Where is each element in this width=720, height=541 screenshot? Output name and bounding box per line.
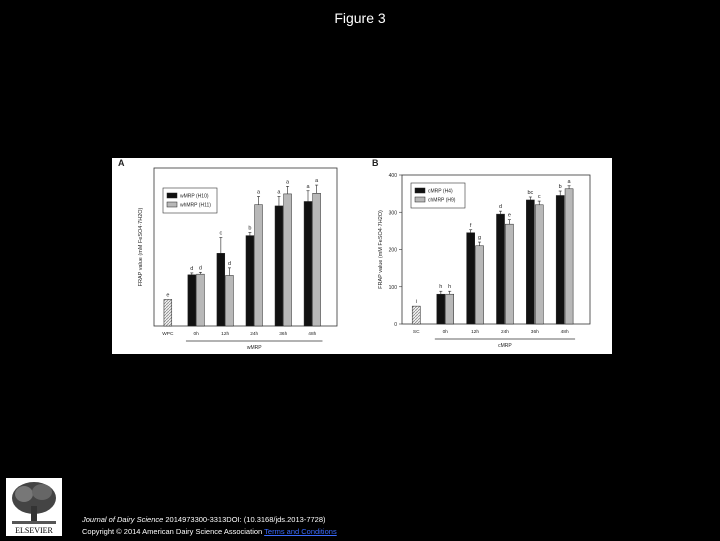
- panel-a-bar-letter: c: [219, 230, 223, 237]
- panel-b-bar: [446, 294, 454, 324]
- panel-b-bar-letter: g: [478, 235, 482, 242]
- panel-a-bar: [304, 201, 312, 326]
- panel-b-bar: [556, 195, 564, 324]
- panel-a-bar-letter: a: [277, 189, 281, 196]
- panel-b-bar-letter: b: [558, 184, 562, 191]
- panel-a-xtick-label: 36h: [279, 332, 288, 337]
- panel-b-bar: [437, 294, 445, 324]
- panel-b-legend-label: chMRP (H9): [428, 197, 456, 204]
- panel-b-bar: [496, 214, 504, 324]
- panel-a-control-bar-letter: e: [166, 292, 170, 299]
- panel-a-ylabel: FRAP value (mM FeSO4·7H2O): [138, 207, 144, 287]
- panel-a-group-label: wMRP: [246, 345, 262, 351]
- panel-b-legend-swatch: [415, 197, 425, 202]
- panel-a-bar: [226, 275, 234, 326]
- figure-panel: [112, 158, 612, 354]
- elsevier-tree-icon: [6, 478, 62, 536]
- panel-b-legend-label: cMRP (H4): [428, 188, 453, 195]
- panel-a-legend-swatch: [167, 202, 177, 207]
- panel-b-xtick-label: 24h: [500, 330, 509, 335]
- journal-name: Journal of Dairy Science: [82, 515, 164, 524]
- panel-a-legend-label: whMRP (H11): [180, 202, 211, 209]
- panel-a-bar-letter: a: [256, 189, 261, 196]
- panel-a-legend-swatch: [167, 193, 177, 198]
- panel-b-xtick-label: SC: [412, 330, 420, 335]
- panel-b-letter: B: [372, 158, 379, 168]
- figure-charts: [112, 158, 612, 354]
- panel-b-xtick-label: 36h: [530, 330, 539, 335]
- panel-a-control-bar: [164, 299, 172, 326]
- terms-link[interactable]: Terms and Conditions: [264, 527, 337, 536]
- panel-b-ytick-label: 0: [394, 322, 397, 328]
- panel-b-control-bar-letter: i: [415, 299, 417, 306]
- panel-a-bar-letter: a: [315, 178, 319, 185]
- panel-b-bar-letter: h: [448, 284, 452, 291]
- panel-a-bar: [313, 193, 321, 326]
- panel-b-bar: [505, 224, 513, 324]
- panel-b-bar: [526, 200, 534, 324]
- panel-b-bar: [535, 205, 543, 324]
- panel-a-bar: [188, 275, 196, 326]
- panel-b-ylabel: FRAP value (mM FeSO4·7H2O): [378, 210, 384, 289]
- panel-a-letter: A: [118, 158, 125, 168]
- panel-b-ytick-label: 200: [388, 247, 397, 254]
- panel-a-bar: [255, 205, 263, 326]
- panel-b-bar: [467, 233, 475, 324]
- panel-a-xtick-label: 24h: [250, 332, 259, 337]
- copyright-line: [82, 526, 337, 538]
- panel-b-xtick-label: 12h: [471, 330, 480, 335]
- panel-a-bar: [217, 253, 225, 326]
- panel-a-bar: [275, 206, 283, 326]
- panel-a-bar-letter: a: [286, 179, 290, 186]
- panel-a-bar-letter: d: [190, 265, 194, 272]
- panel-a-xtick-label: 0h: [193, 332, 199, 337]
- elsevier-wordmark: ELSEVIER: [15, 526, 53, 535]
- panel-b-bar-letter: a: [567, 178, 571, 185]
- panel-b-legend: [411, 183, 465, 208]
- panel-b-bar-letter: bc: [527, 189, 534, 196]
- panel-b-bar-letter: f: [469, 222, 472, 229]
- panel-a-legend-label: wMRP (H10): [180, 193, 209, 200]
- panel-a-bar-letter: b: [248, 225, 252, 232]
- citation-line: [82, 514, 337, 526]
- panel-a-bar-letter: d: [227, 260, 232, 267]
- panel-a-xtick-label: 12h: [221, 332, 230, 337]
- slide-title: Figure 3: [334, 10, 386, 26]
- panel-a-legend: [163, 188, 217, 213]
- panel-b-legend-swatch: [415, 188, 425, 193]
- panel-b-xtick-label: 0h: [442, 330, 448, 335]
- panel-a-bar: [284, 194, 292, 326]
- panel-a-bar-letter: a: [306, 183, 310, 190]
- panel-b-bar-letter: e: [507, 212, 511, 219]
- panel-b-bar-letter: c: [537, 194, 541, 201]
- panel-b-ytick-label: 100: [388, 284, 397, 291]
- panel-b-bar-letter: d: [498, 204, 503, 211]
- panel-b-bar-letter: h: [439, 284, 443, 291]
- panel-b-bar: [565, 189, 573, 324]
- footer: [82, 514, 337, 538]
- panel-a-bar: [197, 274, 205, 326]
- panel-b-bar: [476, 246, 484, 324]
- panel-a-bar-letter: d: [198, 265, 202, 272]
- panel-b-group-label: cMRP: [498, 343, 512, 349]
- copyright-text: Copyright © 2014 American Dairy Science Association: [82, 527, 263, 536]
- panel-a-xtick-label: WPC: [162, 332, 174, 337]
- panel-b-control-bar: [412, 306, 420, 324]
- panel-a-xtick-label: 48h: [308, 332, 317, 337]
- citation-doi: 2014973300-3313DOI: (10.3168/jds.2013-7728): [163, 515, 326, 524]
- elsevier-logo: [6, 478, 62, 536]
- panel-b-xtick-label: 48h: [560, 330, 569, 335]
- panel-b-ytick-label: 300: [388, 210, 397, 217]
- panel-a-bar: [246, 236, 254, 326]
- panel-b-ytick-label: 400: [388, 173, 397, 179]
